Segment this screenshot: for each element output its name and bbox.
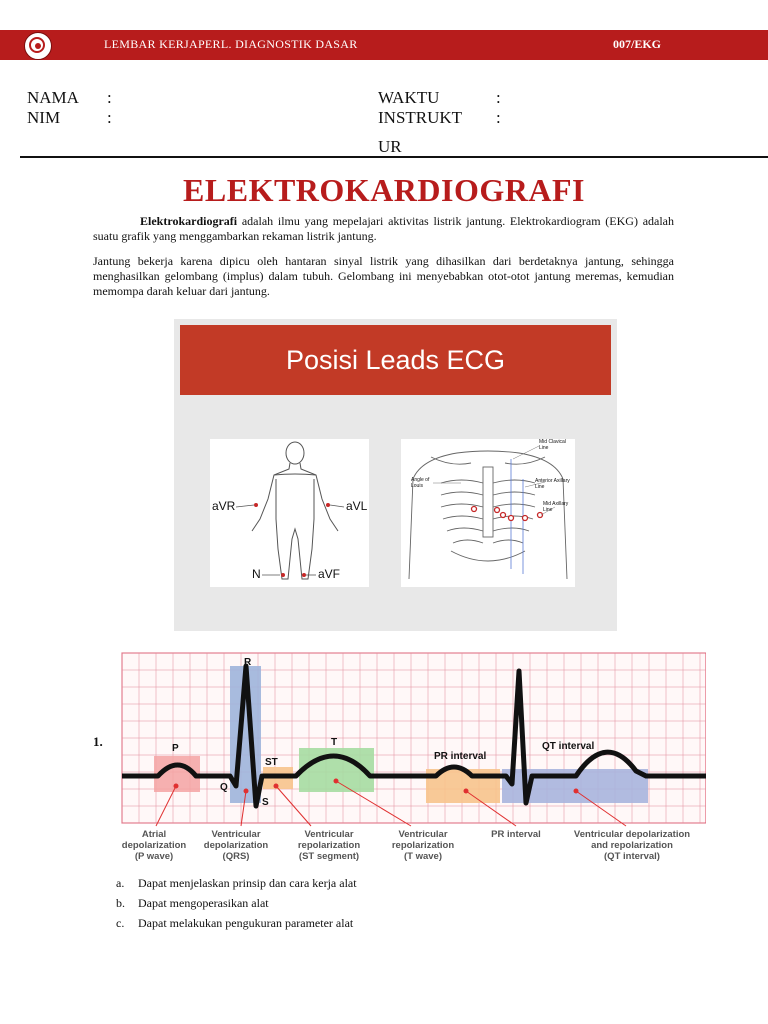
- caption-qrs-line3: (QRS): [222, 851, 250, 862]
- objective-item-b: [116, 896, 269, 911]
- objective-marker: a.: [116, 876, 125, 890]
- mid-axillary-label: Mid Axillary Line: [543, 501, 569, 513]
- anterior-axillary-label: Anterior Axillary Line: [535, 478, 570, 490]
- nama-colon: :: [107, 88, 112, 107]
- caption-t-line3: (T wave): [403, 851, 442, 862]
- caption-st: [282, 829, 376, 862]
- header-bar: [0, 30, 768, 60]
- instruktur-label-line2: UR: [378, 137, 402, 156]
- caption-t-line1: Ventricular: [398, 829, 448, 840]
- s-wave-label: S: [262, 797, 269, 808]
- avl-label: aVL: [346, 499, 368, 513]
- caption-qt: [558, 829, 706, 862]
- instruktur-label-line1: INSTRUKT: [378, 108, 463, 127]
- caption-atrial-line2: depolarization: [121, 840, 187, 851]
- objective-item-a: [116, 876, 357, 891]
- caption-t-line2: repolarization: [391, 840, 455, 851]
- objective-marker: b.: [116, 896, 125, 910]
- leads-banner: [180, 325, 611, 395]
- objective-text: Dapat menjelaskan prinsip dan cara kerja alat: [138, 876, 357, 890]
- figure-number: 1.: [93, 734, 103, 749]
- caption-atrial-line3: (P wave): [134, 851, 174, 862]
- objective-text: Dapat mengoperasikan alat: [138, 896, 269, 910]
- instruktur-colon: :: [496, 108, 501, 127]
- ribcage-icon: [401, 439, 575, 587]
- waktu-label: WAKTU: [378, 88, 440, 107]
- caption-qrs: [194, 829, 278, 862]
- nim-label: NIM: [27, 108, 61, 127]
- leads-banner-title: Posisi Leads ECG: [285, 345, 506, 375]
- leads-figure: [174, 319, 617, 631]
- caption-qrs-line2: depolarization: [203, 840, 269, 851]
- chest-leads-panel: [401, 439, 575, 587]
- paragraph-jantung: Jantung bekerja karena dipicu oleh hantaran sinyal listrik yang dihasilkan dari berdetaknya jantung, sehingga menghasilkan gelombang (implus) dalam tubuh. Gelombang ini menyebabkan otot-otot jantung meremas, kemudian memompa darah keluar dari jantung.: [93, 254, 674, 298]
- caption-pr: [476, 829, 556, 840]
- avr-label: aVR: [212, 499, 236, 513]
- document-code: 007/EKG: [613, 37, 662, 51]
- caption-atrial-line1: Atrial: [141, 829, 167, 840]
- q-wave-label: Q: [220, 782, 228, 793]
- caption-pr-line1: PR interval: [491, 829, 541, 840]
- objective-marker: c.: [116, 916, 125, 930]
- paragraph-intro-bold: Elektrokardiografi: [140, 214, 238, 228]
- limb-leads-panel: [210, 439, 369, 587]
- nim-colon: :: [107, 108, 112, 127]
- caption-st-line2: repolarization: [297, 840, 361, 851]
- caption-st-line3: (ST segment): [298, 851, 360, 862]
- p-wave-label: P: [172, 743, 179, 754]
- r-wave-label: R: [244, 657, 252, 668]
- mid-clavical-label: Mid Clavical Line: [539, 439, 566, 451]
- paragraph-intro-text: adalah ilmu yang mepelajari aktivitas listrik jantung. Elektrokardiogram (EKG) adalah suatu grafik yang menggambarkan rekaman listrik jantung.: [93, 214, 674, 243]
- university-logo: [24, 32, 52, 60]
- limb-electrodes-icon: [210, 439, 369, 587]
- nama-label: NAMA: [27, 88, 79, 107]
- caption-qrs-line1: Ventricular: [211, 829, 261, 840]
- ecg-waveform-figure: [106, 651, 706, 862]
- page-title: ELEKTROKARDIOGRAFI: [183, 172, 585, 208]
- qt-interval-label: QT interval: [542, 741, 595, 752]
- n-label: N: [252, 567, 261, 581]
- header-divider: [20, 156, 768, 158]
- caption-t: [378, 829, 468, 862]
- t-wave-label: T: [331, 737, 338, 748]
- caption-qt-line2: and repolarization: [591, 840, 673, 851]
- angle-louis-label: Angle of Louis: [411, 477, 430, 489]
- paragraph-intro: [93, 214, 674, 244]
- st-segment-label: ST: [265, 757, 278, 768]
- objective-text: Dapat melakukan pengukuran parameter alat: [138, 916, 354, 930]
- header-title: LEMBAR KERJAPERL. DIAGNOSTIK DASAR: [104, 37, 358, 51]
- objective-item-c: [116, 916, 353, 931]
- caption-st-line1: Ventricular: [304, 829, 354, 840]
- avf-label: aVF: [318, 567, 341, 581]
- caption-qt-line1: Ventricular depolarization: [573, 829, 691, 840]
- caption-atrial: [114, 829, 194, 862]
- caption-qt-line3: (QT interval): [604, 851, 660, 862]
- waktu-colon: :: [496, 88, 501, 107]
- pr-interval-label: PR interval: [434, 751, 487, 762]
